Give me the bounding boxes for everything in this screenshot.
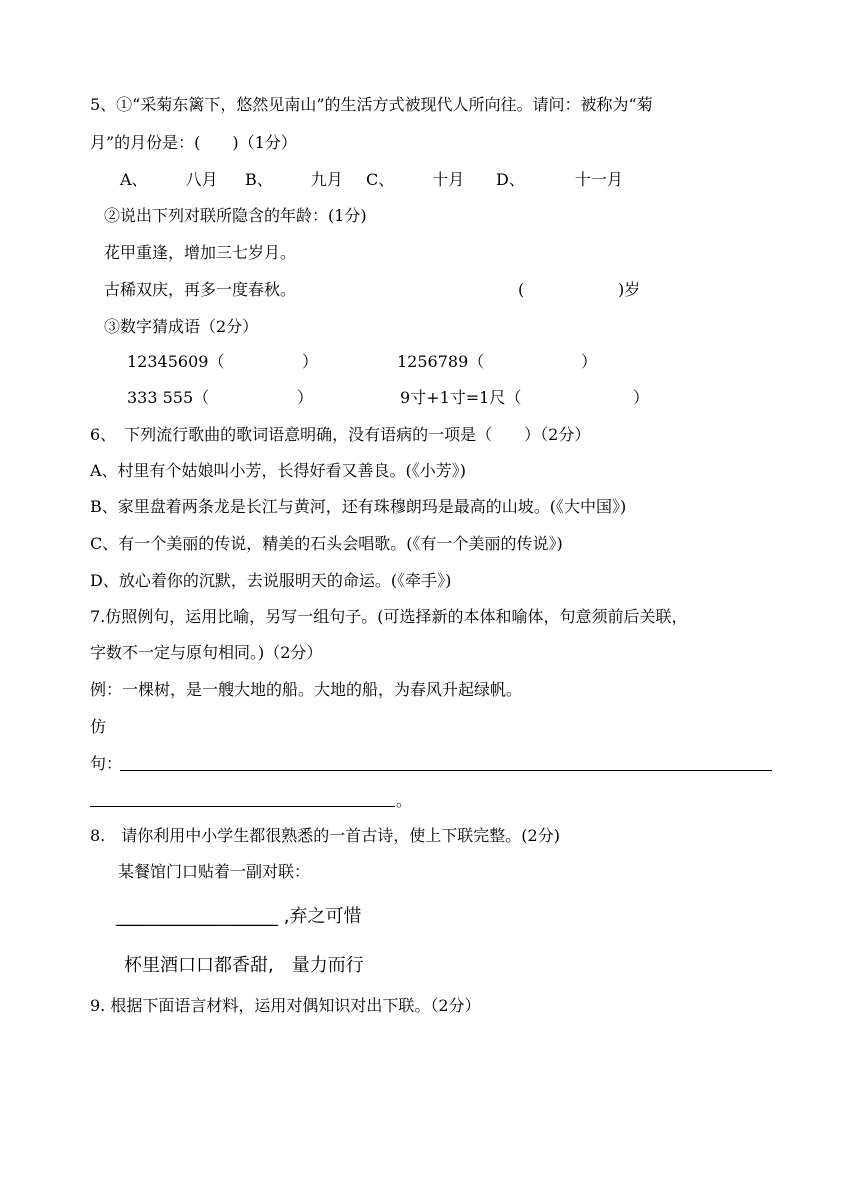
q6-option-c: C、有一个美丽的传说，精美的石头会唱歌。(《有一个美丽的传说》) — [90, 534, 563, 553]
q6-option-d: D、放心着你的沉默，去说服明天的命运。(《牵手》) — [90, 571, 452, 590]
q8-intro: 某餐馆门口贴着一副对联： — [118, 862, 311, 881]
couplet-line-2: 古稀双庆，再多一度春秋。 — [104, 280, 297, 299]
option-text: 十月 — [432, 170, 465, 189]
option-letter: C、 — [366, 170, 395, 189]
q5-option-c — [366, 170, 464, 190]
riddle-2-close: ） — [581, 352, 598, 371]
option-letter: D、 — [496, 170, 525, 189]
q6-option-a: A、村里有个姑娘叫小芳，长得好看又善良。(《小芳》) — [90, 461, 467, 480]
q5-option-a — [120, 170, 218, 190]
q5-line2: 月”的月份是：( )（1分） — [90, 133, 297, 152]
riddle-1: 12345609（ — [127, 352, 225, 371]
q7-line1: 7.仿照例句，运用比喻，另写一组句子。(可选择新的本体和喻体，句意须前后关联， — [90, 607, 688, 626]
riddle-1-close: ） — [302, 352, 319, 371]
answer-line-2[interactable] — [90, 806, 395, 807]
q8-title: 8. 请你利用中小学生都很熟悉的一首古诗，使上下联完整。(2分) — [90, 826, 560, 845]
q7-end-period: 。 — [396, 791, 413, 810]
q5-sub3-title: ③数字猜成语（2分） — [104, 317, 259, 336]
q6-option-b: B、家里盘着两条龙是长江与黄河，还有珠穆朗玛是最高的山坡。(《大中国》) — [90, 497, 627, 516]
age-answer-open: ( — [518, 280, 525, 299]
option-text: 十一月 — [574, 170, 623, 189]
riddle-4: 9寸+1寸=1尺（ — [400, 388, 522, 407]
q7-ju-label: 句： — [90, 754, 123, 773]
option-letter: A、 — [120, 170, 148, 189]
q5-line1: 5、①“采菊东篱下，悠然见南山”的生活方式被现代人所向往。请问：被称为“菊 — [90, 95, 653, 114]
q7-fang-label: 仿 — [90, 717, 107, 736]
q6-title: 6、 下列流行歌曲的歌词语意明确，没有语病的一项是（ ）（2分） — [90, 425, 591, 444]
q5-option-d — [496, 170, 623, 190]
couplet-second-line: 杯里酒口口都香甜, 量力而行 — [124, 955, 364, 976]
riddle-3-close: ） — [297, 388, 314, 407]
riddle-3: 333 555（ — [127, 388, 210, 407]
answer-line-1[interactable] — [120, 770, 772, 771]
age-answer-close: )岁 — [618, 280, 641, 299]
q5-sub2-title: ②说出下列对联所隐含的年龄：(1分) — [104, 206, 367, 225]
option-text: 八月 — [185, 170, 218, 189]
q7-example: 例：一棵树，是一艘大地的船。大地的船，为春风升起绿帆。 — [90, 680, 523, 699]
riddle-4-close: ） — [633, 388, 650, 407]
q5-option-b — [245, 170, 343, 190]
riddle-2: 1256789（ — [397, 352, 485, 371]
q9-title: 9. 根据下面语言材料，运用对偶知识对出下联。（2分） — [90, 996, 481, 1015]
option-text: 九月 — [310, 170, 343, 189]
option-letter: B、 — [245, 170, 273, 189]
couplet-line-1: 花甲重逢，增加三七岁月。 — [104, 243, 297, 262]
q7-line2: 字数不一定与原句相同。)（2分） — [90, 643, 323, 662]
couplet-blank-line: __________________ ,弃之可惜 — [116, 906, 362, 927]
